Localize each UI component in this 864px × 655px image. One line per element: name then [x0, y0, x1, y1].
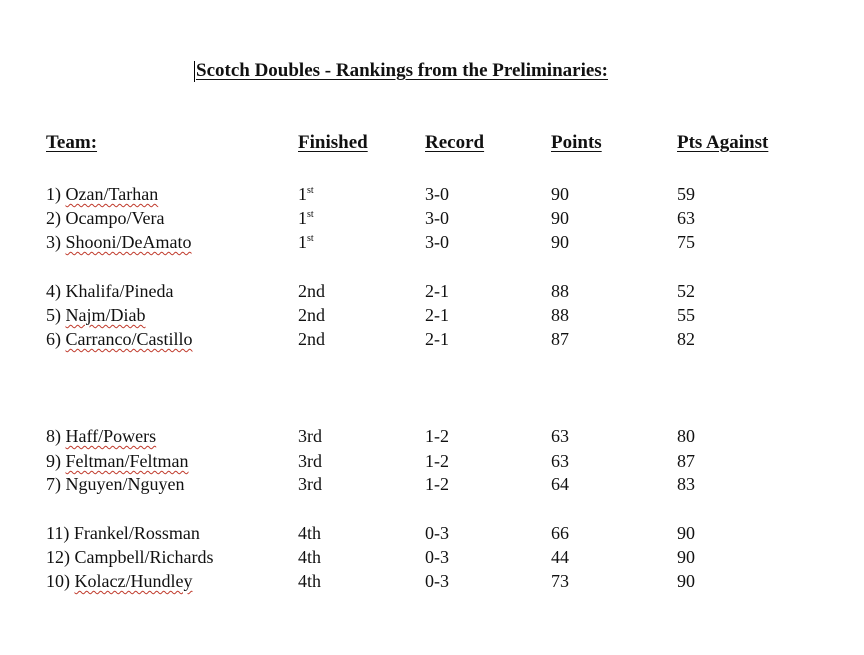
rank-number: 11) [46, 523, 74, 543]
team-name: Kolacz/Hundley [74, 571, 193, 591]
finished-cell: 3rd [298, 451, 322, 471]
team-name: Haff/Powers [65, 426, 157, 446]
points-cell: 88 [551, 305, 569, 325]
rank-number: 4) [46, 281, 66, 301]
team-name: Feltman/Feltman [65, 451, 189, 471]
team-cell [46, 280, 173, 302]
rank-number: 6) [46, 329, 66, 349]
team-name: Nguyen/Nguyen [65, 474, 185, 494]
team-name: Najm/Diab [65, 305, 146, 325]
points-cell: 73 [551, 571, 569, 591]
finished-cell: 2nd [298, 305, 325, 325]
pts-against-cell: 52 [677, 281, 695, 301]
team-name: Shooni/DeAmato [65, 232, 192, 252]
pts-against-cell: 59 [677, 184, 695, 204]
record-cell: 3-0 [425, 232, 449, 252]
header-pts-against: Pts Against [677, 132, 769, 153]
record-cell: 1-2 [425, 426, 449, 446]
finished-cell: 4th [298, 523, 322, 543]
document-title: Scotch Doubles - Rankings from the Preliminaries: [196, 60, 609, 81]
header-record: Record [425, 132, 485, 153]
team-name: Ozan/Tarhan [65, 184, 159, 204]
pts-against-cell: 63 [677, 208, 695, 228]
team-cell [46, 328, 192, 350]
finished-cell: 4th [298, 547, 322, 567]
header-finished: Finished [298, 132, 368, 153]
rank-number: 1) [46, 184, 66, 204]
finished-cell: 1st [298, 232, 314, 252]
finished-cell: 1st [298, 184, 314, 204]
team-name: Frankel/Rossman [73, 523, 200, 543]
team-cell [46, 522, 200, 544]
pts-against-cell: 90 [677, 523, 695, 543]
record-cell: 1-2 [425, 451, 449, 471]
team-name: Campbell/Richards [74, 547, 214, 567]
record-cell: 0-3 [425, 523, 449, 543]
finished-cell: 2nd [298, 281, 325, 301]
team-cell [46, 231, 192, 253]
rank-number: 9) [46, 451, 66, 471]
team-cell [46, 304, 145, 326]
rank-number: 3) [46, 232, 66, 252]
team-name: Khalifa/Pineda [65, 281, 174, 301]
points-cell: 44 [551, 547, 569, 567]
team-cell [46, 546, 213, 568]
rank-number: 2) [46, 208, 66, 228]
pts-against-cell: 90 [677, 547, 695, 567]
team-name: Ocampo/Vera [65, 208, 165, 228]
finished-cell: 4th [298, 571, 322, 591]
pts-against-cell: 75 [677, 232, 695, 252]
record-cell: 3-0 [425, 208, 449, 228]
record-cell: 0-3 [425, 571, 449, 591]
points-cell: 90 [551, 208, 569, 228]
pts-against-cell: 83 [677, 474, 695, 494]
team-cell [46, 183, 158, 205]
record-cell: 3-0 [425, 184, 449, 204]
team-cell [46, 207, 164, 229]
record-cell: 1-2 [425, 474, 449, 494]
team-cell [46, 473, 184, 495]
rank-number: 7) [46, 474, 66, 494]
pts-against-cell: 80 [677, 426, 695, 446]
points-cell: 90 [551, 232, 569, 252]
team-name: Carranco/Castillo [65, 329, 193, 349]
rank-number: 12) [46, 547, 75, 567]
finished-cell: 2nd [298, 329, 325, 349]
pts-against-cell: 82 [677, 329, 695, 349]
finished-cell: 1st [298, 208, 314, 228]
team-cell [46, 425, 156, 447]
record-cell: 2-1 [425, 329, 449, 349]
header-points: Points [551, 132, 602, 153]
finished-cell: 3rd [298, 426, 322, 446]
header-team: Team: [46, 132, 98, 153]
record-cell: 2-1 [425, 281, 449, 301]
points-cell: 63 [551, 451, 569, 471]
finished-cell: 3rd [298, 474, 322, 494]
pts-against-cell: 90 [677, 571, 695, 591]
record-cell: 2-1 [425, 305, 449, 325]
pts-against-cell: 55 [677, 305, 695, 325]
team-cell [46, 570, 192, 592]
pts-against-cell: 87 [677, 451, 695, 471]
points-cell: 90 [551, 184, 569, 204]
points-cell: 88 [551, 281, 569, 301]
rank-number: 10) [46, 571, 75, 591]
record-cell: 0-3 [425, 547, 449, 567]
points-cell: 63 [551, 426, 569, 446]
points-cell: 87 [551, 329, 569, 349]
points-cell: 64 [551, 474, 569, 494]
points-cell: 66 [551, 523, 569, 543]
rank-number: 5) [46, 305, 66, 325]
team-cell [46, 450, 189, 472]
rank-number: 8) [46, 426, 66, 446]
